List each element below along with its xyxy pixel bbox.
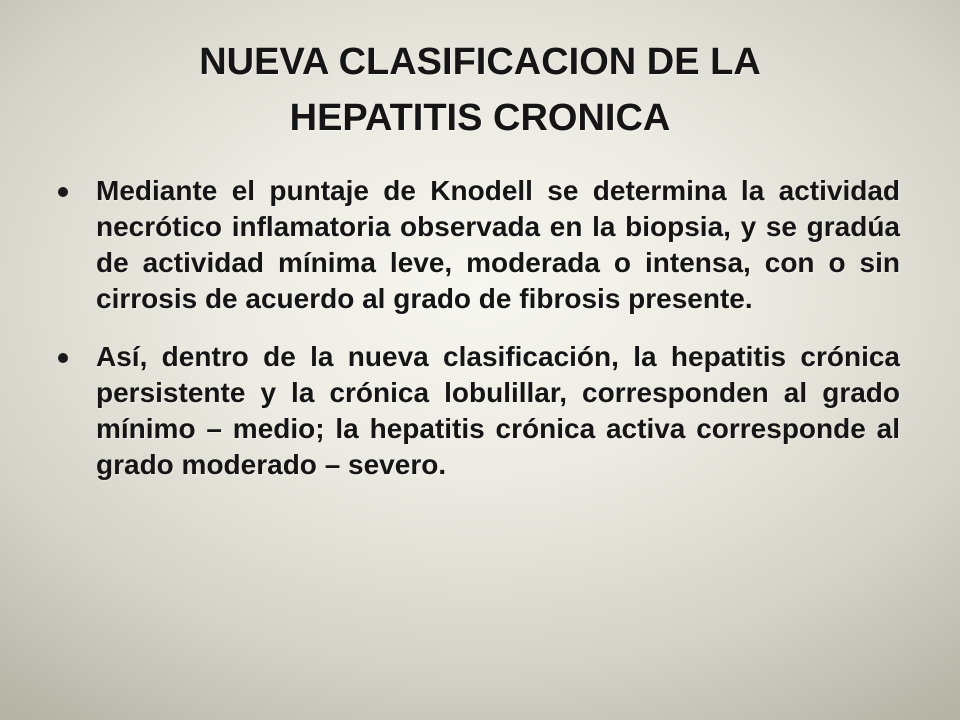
- bullet-item-2: [58, 339, 900, 483]
- bullet-text-2: Así, dentro de la nueva clasificación, la hepatitis crónica persistente y la crónica lobulillar, corresponden al grado mínimo – medio; la hepatitis crónica activa corresponde al grado moderado – severo.: [96, 341, 900, 480]
- bullet-dot-icon: [58, 187, 68, 197]
- bullet-text-1: Mediante el puntaje de Knodell se determina la actividad necrótico inflamatoria observada en la biopsia, y se gradúa de actividad mínima leve, moderada o intensa, con o sin cirrosis de acuerdo al grado de fibrosis presente.: [96, 175, 900, 314]
- bullet-list: [58, 173, 900, 505]
- slide-title-line-2: HEPATITIS CRONICA: [289, 97, 671, 139]
- bullet-dot-icon: [58, 353, 68, 363]
- slide-title: [60, 34, 900, 146]
- slide-title-line-1: NUEVA CLASIFICACION DE LA: [199, 41, 761, 83]
- bullet-item-1: [58, 173, 900, 317]
